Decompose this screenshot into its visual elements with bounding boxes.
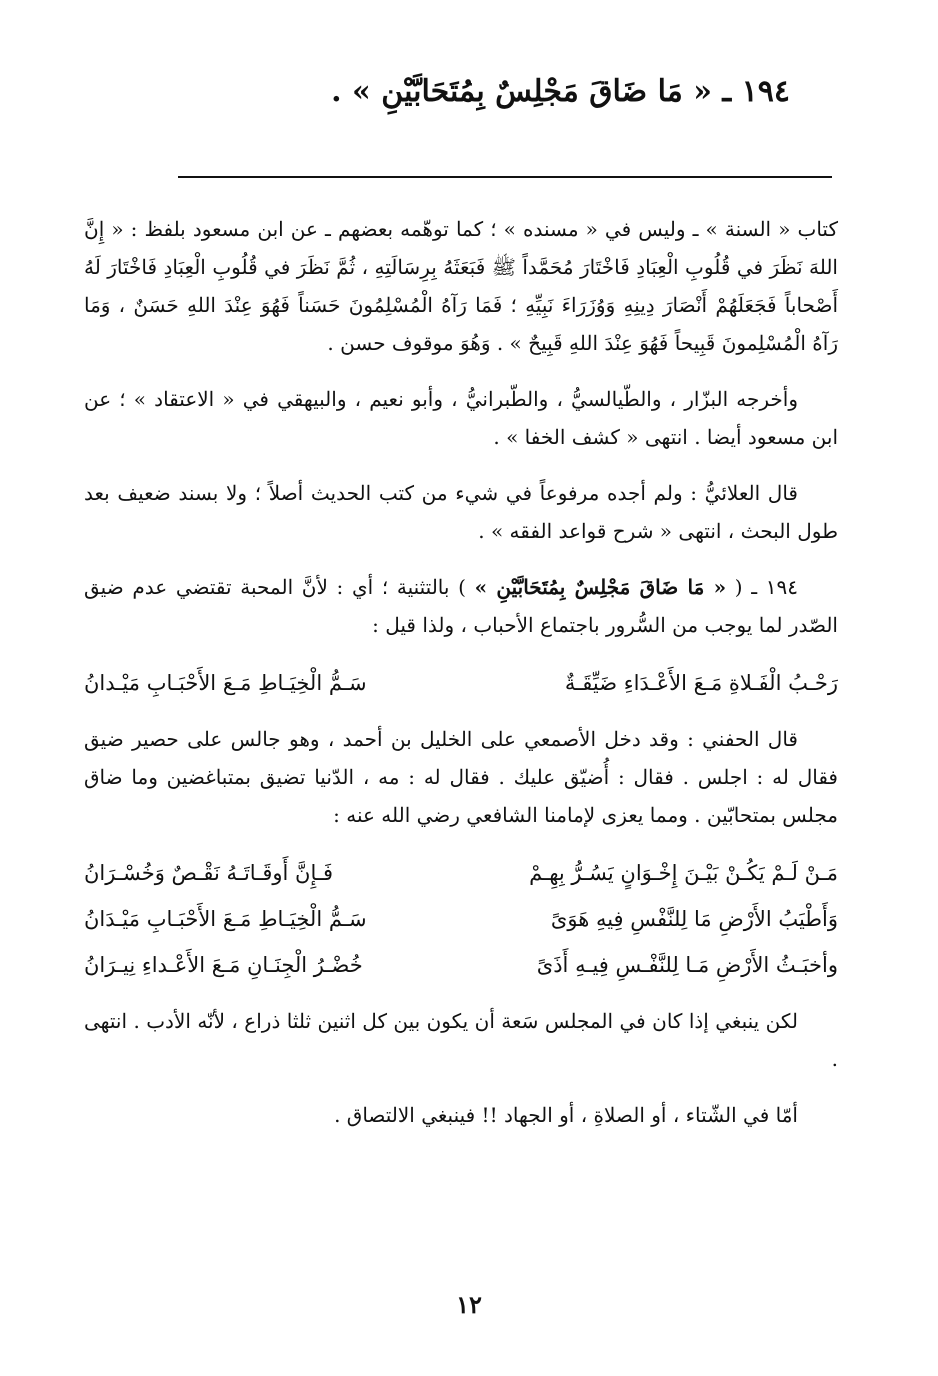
verse-second-hemistich: فَـإِنَّ أَوقَـاتَـهُ نَقْـصٌ وَخُسْـرَانُ bbox=[84, 861, 334, 885]
body-text bbox=[84, 210, 838, 1152]
verse-first-hemistich: وَأَطْيَبُ الأَرْضِ مَا لِلنَّفْسِ فِيهِ هَوَىً bbox=[550, 907, 838, 931]
heading-divider bbox=[178, 176, 832, 178]
page-number: ١٢ bbox=[456, 1290, 482, 1319]
paragraph-seating-distance: لكن ينبغي إذا كان في المجلس سَعة أن يكون بين كل اثنين ثلثا ذراع ، لأنّه الأدب . انتهى . bbox=[84, 1009, 838, 1071]
paragraph-commentary bbox=[84, 568, 838, 644]
paragraph-alaai-comment: قال العلائيُّ : ولم أجده مرفوعاً في شيء من كتب الحديث أصلاً ؛ ولا بسند ضعيف بعد طول البحث ، انتهى « شرح قواعد الفقه » . bbox=[84, 481, 838, 543]
verse-first-hemistich: مَـنْ لَـمْ يَكُـنْ بَيْـنَ إِخْـوَانٍ يَسُـرُّ بِهِـمْ bbox=[529, 861, 838, 885]
paragraph-hafni-story: قال الحفني : وقد دخل الأصمعي على الخليل بن أحمد ، وهو جالس على حصير ضيق فقال له : اجلس . فقال : أُضيّق عليك . فقال له : مه ، الدّنيا تضيق بمتباغضين وما ضاق مجلس بمتحابّين . ومما يعزى لإمامنا الشافعي رضي الله عنه : bbox=[84, 727, 838, 827]
entry-explanation: ) بالتثنية ؛ أي : لأنَّ المحبة تقتضي عدم ضيق الصّدر لما يوجب من السُّرور باجتماع الأحباب ، ولذا قيل : bbox=[84, 575, 838, 637]
paragraph-hadith-text: كتاب « السنة » ـ وليس في « مسنده » ؛ كما توهّمه بعضهم ـ عن ابن مسعود بلفظ : « إِنَّ اللهَ نَظَرَ في قُلُوبِ الْعِبَادِ فَاخْتَارَ مُحَمَّداً ﷺ فَبَعَثَهُ بِرِسَالَتِهِ ، ثُمَّ نَظَرَ في قُلُوبِ الْعِبَادِ فَاخْتَارَ لَهُ أَصْحاباً فَجَعَلَهُمْ أَنْصَارَ دِينِهِ وَوُزَرَاءَ نَبِيِّهِ ؛ فَمَا رَآهُ الْمُسْلِمُونَ حَسَناً فَهُوَ عِنْدَ اللهِ حَسَنٌ ، وَمَا رَآهُ الْمُسْلِمونَ قَبِيحاً فَهُوَ عِنْدَ اللهِ قَبِيحٌ » . وَهُوَ موقوف حسن . bbox=[84, 217, 838, 355]
verse-second-hemistich: خُضْـرُ الْجِنَـانِ مَـعَ الأَعْـداءِ نِيـرَانُ bbox=[84, 953, 363, 977]
verse-line bbox=[84, 852, 838, 894]
verse-second-hemistich: سَـمُّ الْخِيَـاطِ مَـعَ الأَحْبَـابِ مَيْـدانُ bbox=[84, 671, 367, 695]
poem-shafii bbox=[84, 852, 838, 986]
verse-line bbox=[84, 944, 838, 986]
verse-first-hemistich: وأخبَـثُ الأَرْضِ مَـا لِلنَّفْـسِ فِيـهِ أَذَىً bbox=[536, 953, 838, 977]
verse-first-hemistich: رَحْـبُ الْفَـلاةِ مَـعَ الأَعْـدَاءِ ضَيِّقَـةٌ bbox=[564, 671, 838, 695]
verse-line bbox=[84, 662, 838, 704]
verse-second-hemistich: سَـمُّ الْخِيَـاطِ مَـعَ الأَحْبَـابِ مَيْـدَانُ bbox=[84, 907, 367, 931]
verse-line bbox=[84, 898, 838, 940]
entry-title: « مَا ضَاقَ مَجْلِسٌ بِمُتَحَابَّيْنِ » bbox=[474, 575, 727, 599]
paragraph-exception: أمّا في الشّتاء ، أو الصلاةِ ، أو الجهاد !! فينبغي الالتصاق . bbox=[334, 1103, 798, 1127]
section-heading: ١٩٤ ـ « مَا ضَاقَ مَجْلِسٌ بِمُتَحَابَّيْنِ » . bbox=[331, 74, 790, 109]
paragraph-takhrij: وأخرجه البزّار ، والطّيالسيُّ ، والطّبرانيُّ ، وأبو نعيم ، والبيهقي في « الاعتقاد » ؛ عن ابن مسعود أيضا . انتهى « كشف الخفا » . bbox=[84, 387, 838, 449]
entry-number: ١٩٤ ـ ( bbox=[726, 575, 799, 599]
